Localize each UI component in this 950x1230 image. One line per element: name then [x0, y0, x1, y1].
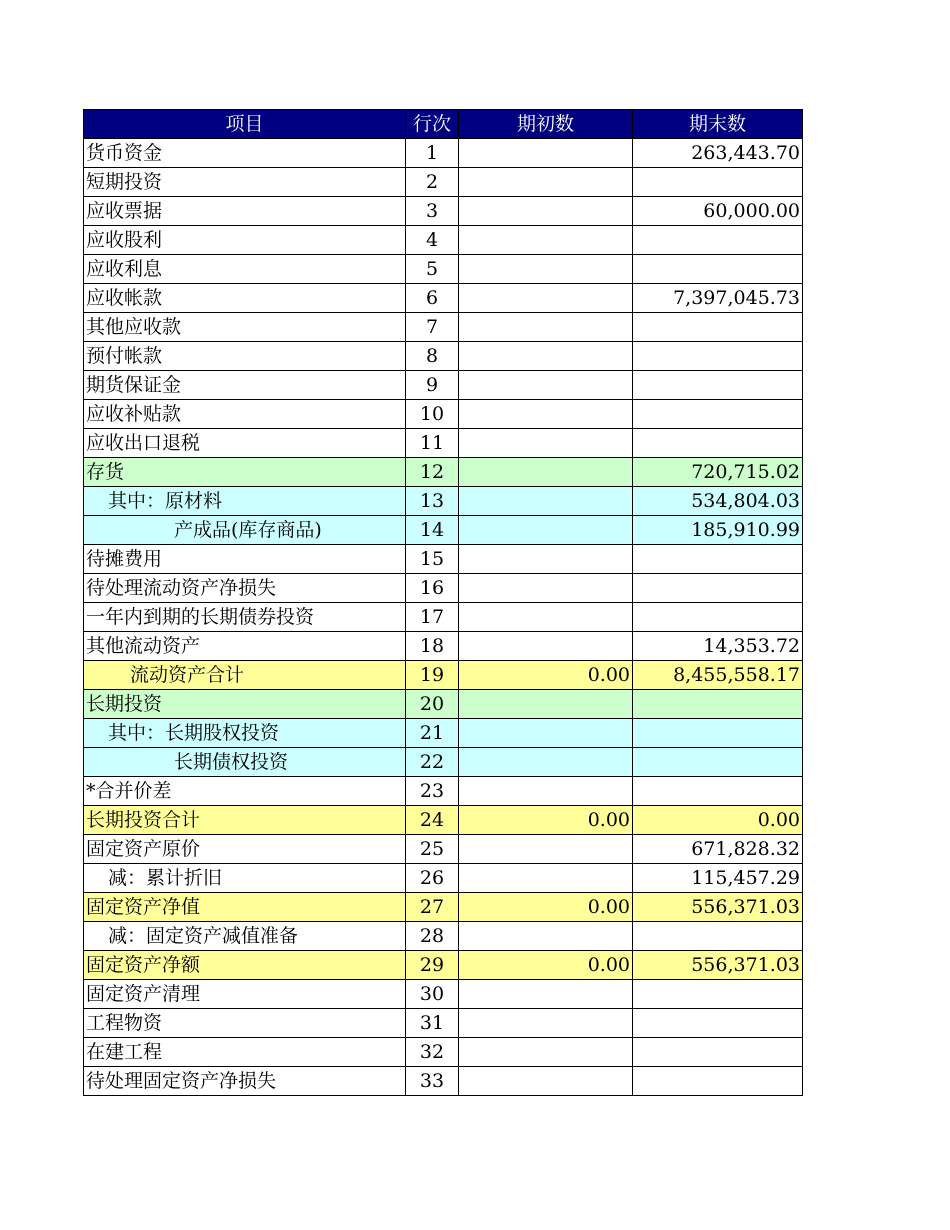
table-row: [84, 922, 803, 951]
cell-opening-value[interactable]: [459, 429, 633, 458]
cell-item-name[interactable]: 其他流动资产: [84, 632, 406, 661]
table-row: [84, 951, 803, 980]
cell-closing-value[interactable]: [633, 719, 803, 748]
cell-closing-value[interactable]: 720,715.02: [633, 458, 803, 487]
header-closing[interactable]: 期末数: [633, 110, 803, 139]
cell-closing-value[interactable]: 556,371.03: [633, 951, 803, 980]
cell-line-no[interactable]: 10: [406, 400, 459, 429]
cell-closing-value[interactable]: [633, 429, 803, 458]
cell-item-name[interactable]: 应收股利: [84, 226, 406, 255]
cell-line-no[interactable]: 21: [406, 719, 459, 748]
cell-opening-value[interactable]: [459, 1038, 633, 1067]
cell-opening-value[interactable]: [459, 777, 633, 806]
cell-closing-value[interactable]: [633, 545, 803, 574]
cell-opening-value[interactable]: [459, 1067, 633, 1096]
table-row: [84, 835, 803, 864]
cell-line-no[interactable]: 27: [406, 893, 459, 922]
cell-closing-value[interactable]: 60,000.00: [633, 197, 803, 226]
table-body: [84, 139, 803, 1096]
cell-closing-value[interactable]: [633, 690, 803, 719]
cell-item-name[interactable]: 其他应收款: [84, 313, 406, 342]
cell-line-no[interactable]: 31: [406, 1009, 459, 1038]
cell-closing-value[interactable]: [633, 371, 803, 400]
cell-item-name[interactable]: 待处理流动资产净损失: [84, 574, 406, 603]
cell-line-no[interactable]: 15: [406, 545, 459, 574]
cell-opening-value[interactable]: [459, 1009, 633, 1038]
cell-closing-value[interactable]: 185,910.99: [633, 516, 803, 545]
cell-opening-value[interactable]: [459, 719, 633, 748]
cell-closing-value[interactable]: [633, 1038, 803, 1067]
cell-item-name[interactable]: 一年内到期的长期债券投资: [84, 603, 406, 632]
cell-item-name[interactable]: 长期债权投资: [84, 748, 406, 777]
cell-item-name[interactable]: 在建工程: [84, 1038, 406, 1067]
cell-item-name[interactable]: 货币资金: [84, 139, 406, 168]
cell-line-no[interactable]: 12: [406, 458, 459, 487]
cell-opening-value[interactable]: [459, 197, 633, 226]
cell-item-name[interactable]: 应收票据: [84, 197, 406, 226]
header-item[interactable]: 项目: [84, 110, 406, 139]
table-row: [84, 806, 803, 835]
cell-line-no[interactable]: 29: [406, 951, 459, 980]
cell-line-no[interactable]: 33: [406, 1067, 459, 1096]
cell-item-name[interactable]: 存货: [84, 458, 406, 487]
cell-opening-value[interactable]: [459, 574, 633, 603]
cell-closing-value[interactable]: 0.00: [633, 806, 803, 835]
cell-closing-value[interactable]: 115,457.29: [633, 864, 803, 893]
table-row: [84, 168, 803, 197]
cell-line-no[interactable]: 7: [406, 313, 459, 342]
cell-closing-value[interactable]: [633, 748, 803, 777]
table-row: [84, 342, 803, 371]
cell-opening-value[interactable]: [459, 139, 633, 168]
table-row: [84, 226, 803, 255]
cell-item-name[interactable]: 长期投资合计: [84, 806, 406, 835]
table-row: [84, 516, 803, 545]
cell-closing-value[interactable]: [633, 574, 803, 603]
cell-item-name[interactable]: 应收补贴款: [84, 400, 406, 429]
cell-opening-value[interactable]: [459, 487, 633, 516]
cell-item-name[interactable]: 减：固定资产减值准备: [84, 922, 406, 951]
cell-line-no[interactable]: 25: [406, 835, 459, 864]
cell-item-name[interactable]: 短期投资: [84, 168, 406, 197]
cell-opening-value[interactable]: 0.00: [459, 806, 633, 835]
cell-closing-value[interactable]: [633, 226, 803, 255]
cell-line-no[interactable]: 8: [406, 342, 459, 371]
table-row: [84, 661, 803, 690]
cell-line-no[interactable]: 26: [406, 864, 459, 893]
cell-opening-value[interactable]: [459, 458, 633, 487]
cell-opening-value[interactable]: [459, 255, 633, 284]
table-row: [84, 1067, 803, 1096]
cell-opening-value[interactable]: [459, 980, 633, 1009]
table-row: [84, 574, 803, 603]
cell-line-no[interactable]: 3: [406, 197, 459, 226]
cell-opening-value[interactable]: [459, 922, 633, 951]
cell-line-no[interactable]: 13: [406, 487, 459, 516]
table-row: [84, 777, 803, 806]
cell-item-name[interactable]: 固定资产清理: [84, 980, 406, 1009]
table-row: [84, 980, 803, 1009]
cell-opening-value[interactable]: [459, 284, 633, 313]
cell-closing-value[interactable]: 8,455,558.17: [633, 661, 803, 690]
table-row: [84, 313, 803, 342]
cell-opening-value[interactable]: [459, 835, 633, 864]
table-row: [84, 371, 803, 400]
table-row: [84, 429, 803, 458]
cell-closing-value[interactable]: [633, 1067, 803, 1096]
cell-item-name[interactable]: 应收利息: [84, 255, 406, 284]
cell-line-no[interactable]: 22: [406, 748, 459, 777]
cell-opening-value[interactable]: [459, 313, 633, 342]
table-row: [84, 864, 803, 893]
cell-item-name[interactable]: 其中：原材料: [84, 487, 406, 516]
cell-closing-value[interactable]: 534,804.03: [633, 487, 803, 516]
cell-opening-value[interactable]: [459, 168, 633, 197]
cell-closing-value[interactable]: [633, 980, 803, 1009]
cell-closing-value[interactable]: [633, 400, 803, 429]
table-row: [84, 139, 803, 168]
cell-item-name[interactable]: 产成品(库存商品): [84, 516, 406, 545]
cell-line-no[interactable]: 28: [406, 922, 459, 951]
cell-opening-value[interactable]: 0.00: [459, 893, 633, 922]
cell-closing-value[interactable]: 671,828.32: [633, 835, 803, 864]
cell-line-no[interactable]: 16: [406, 574, 459, 603]
cell-item-name[interactable]: 流动资产合计: [84, 661, 406, 690]
cell-line-no[interactable]: 18: [406, 632, 459, 661]
cell-opening-value[interactable]: [459, 226, 633, 255]
cell-line-no[interactable]: 5: [406, 255, 459, 284]
table-row: [84, 748, 803, 777]
cell-line-no[interactable]: 23: [406, 777, 459, 806]
cell-item-name[interactable]: 应收出口退税: [84, 429, 406, 458]
cell-line-no[interactable]: 1: [406, 139, 459, 168]
header-line-no[interactable]: 行次: [406, 110, 459, 139]
cell-item-name[interactable]: 固定资产净值: [84, 893, 406, 922]
cell-opening-value[interactable]: [459, 690, 633, 719]
cell-line-no[interactable]: 20: [406, 690, 459, 719]
cell-line-no[interactable]: 14: [406, 516, 459, 545]
table-row: [84, 545, 803, 574]
cell-closing-value[interactable]: [633, 603, 803, 632]
table-row: [84, 690, 803, 719]
cell-closing-value[interactable]: 556,371.03: [633, 893, 803, 922]
header-row: [84, 110, 803, 139]
cell-item-name[interactable]: 固定资产净额: [84, 951, 406, 980]
cell-opening-value[interactable]: 0.00: [459, 951, 633, 980]
cell-item-name[interactable]: 预付帐款: [84, 342, 406, 371]
cell-item-name[interactable]: 固定资产原价: [84, 835, 406, 864]
cell-opening-value[interactable]: 0.00: [459, 661, 633, 690]
cell-opening-value[interactable]: [459, 864, 633, 893]
cell-item-name[interactable]: 其中：长期股权投资: [84, 719, 406, 748]
cell-line-no[interactable]: 2: [406, 168, 459, 197]
cell-item-name[interactable]: 减：累计折旧: [84, 864, 406, 893]
cell-item-name[interactable]: 长期投资: [84, 690, 406, 719]
cell-closing-value[interactable]: [633, 922, 803, 951]
balance-sheet-table: [83, 109, 803, 1096]
table-row: [84, 893, 803, 922]
cell-line-no[interactable]: 30: [406, 980, 459, 1009]
table-row: [84, 284, 803, 313]
cell-closing-value[interactable]: 7,397,045.73: [633, 284, 803, 313]
table-row: [84, 255, 803, 284]
table-row: [84, 458, 803, 487]
cell-opening-value[interactable]: [459, 400, 633, 429]
cell-line-no[interactable]: 24: [406, 806, 459, 835]
table-row: [84, 1038, 803, 1067]
cell-opening-value[interactable]: [459, 545, 633, 574]
cell-line-no[interactable]: 6: [406, 284, 459, 313]
cell-opening-value[interactable]: [459, 748, 633, 777]
cell-closing-value[interactable]: 14,353.72: [633, 632, 803, 661]
table-row: [84, 719, 803, 748]
cell-closing-value[interactable]: [633, 342, 803, 371]
cell-opening-value[interactable]: [459, 371, 633, 400]
cell-closing-value[interactable]: 263,443.70: [633, 139, 803, 168]
table-row: [84, 603, 803, 632]
cell-item-name[interactable]: *合并价差: [84, 777, 406, 806]
cell-item-name[interactable]: 待处理固定资产净损失: [84, 1067, 406, 1096]
cell-closing-value[interactable]: [633, 1009, 803, 1038]
table-row: [84, 197, 803, 226]
cell-line-no[interactable]: 11: [406, 429, 459, 458]
cell-closing-value[interactable]: [633, 777, 803, 806]
table-row: [84, 400, 803, 429]
cell-opening-value[interactable]: [459, 516, 633, 545]
table-row: [84, 1009, 803, 1038]
cell-closing-value[interactable]: [633, 255, 803, 284]
cell-item-name[interactable]: 待摊费用: [84, 545, 406, 574]
table-row: [84, 632, 803, 661]
cell-line-no[interactable]: 17: [406, 603, 459, 632]
header-opening[interactable]: 期初数: [459, 110, 633, 139]
cell-line-no[interactable]: 32: [406, 1038, 459, 1067]
cell-opening-value[interactable]: [459, 342, 633, 371]
cell-opening-value[interactable]: [459, 632, 633, 661]
cell-opening-value[interactable]: [459, 603, 633, 632]
cell-closing-value[interactable]: [633, 313, 803, 342]
table-row: [84, 487, 803, 516]
cell-closing-value[interactable]: [633, 168, 803, 197]
cell-item-name[interactable]: 期货保证金: [84, 371, 406, 400]
cell-line-no[interactable]: 9: [406, 371, 459, 400]
cell-line-no[interactable]: 19: [406, 661, 459, 690]
cell-item-name[interactable]: 应收帐款: [84, 284, 406, 313]
cell-item-name[interactable]: 工程物资: [84, 1009, 406, 1038]
cell-line-no[interactable]: 4: [406, 226, 459, 255]
